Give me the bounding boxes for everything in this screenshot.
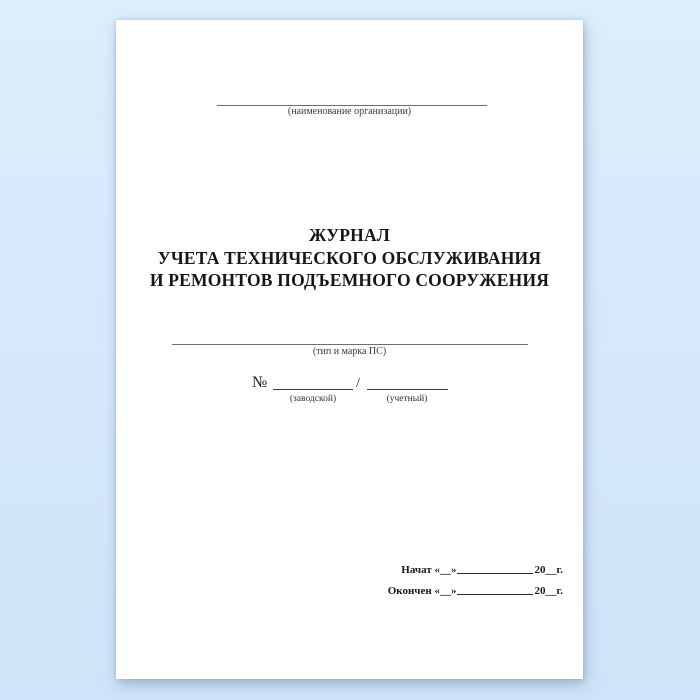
- registry-number-blank-line: [367, 389, 448, 390]
- journal-title-line-1: ЖУРНАЛ: [308, 225, 391, 245]
- finished-row: [388, 585, 563, 598]
- ps-type-caption: (тип и марка ПС): [312, 346, 387, 357]
- finished-date-blank-line: [457, 593, 533, 595]
- serial-number-blank-line: [273, 389, 353, 390]
- started-year-label: 20__г.: [534, 564, 563, 576]
- journal-cover-page: [116, 20, 583, 679]
- finished-year-label: 20__г.: [534, 585, 563, 597]
- serial-number-caption: (заводской): [289, 394, 337, 404]
- number-separator: /: [356, 376, 360, 391]
- dates-block: [388, 564, 563, 598]
- journal-title-line-3: И РЕМОНТОВ ПОДЪЕМНОГО СООРУЖЕНИЯ: [149, 270, 550, 290]
- journal-title-line-2: УЧЕТА ТЕХНИЧЕСКОГО ОБСЛУЖИВАНИЯ: [157, 247, 542, 268]
- started-label: Начат «__»: [401, 564, 457, 576]
- started-row: [388, 564, 563, 577]
- numero-sign: №: [252, 374, 268, 391]
- organization-name-caption: (наименование организации): [287, 106, 412, 117]
- finished-label: Окончен «__»: [387, 585, 457, 597]
- registry-number-caption: (учетный): [386, 394, 428, 404]
- ps-type-blank-line: [172, 344, 528, 345]
- journal-title: [116, 224, 583, 292]
- started-date-blank-line: [457, 572, 533, 574]
